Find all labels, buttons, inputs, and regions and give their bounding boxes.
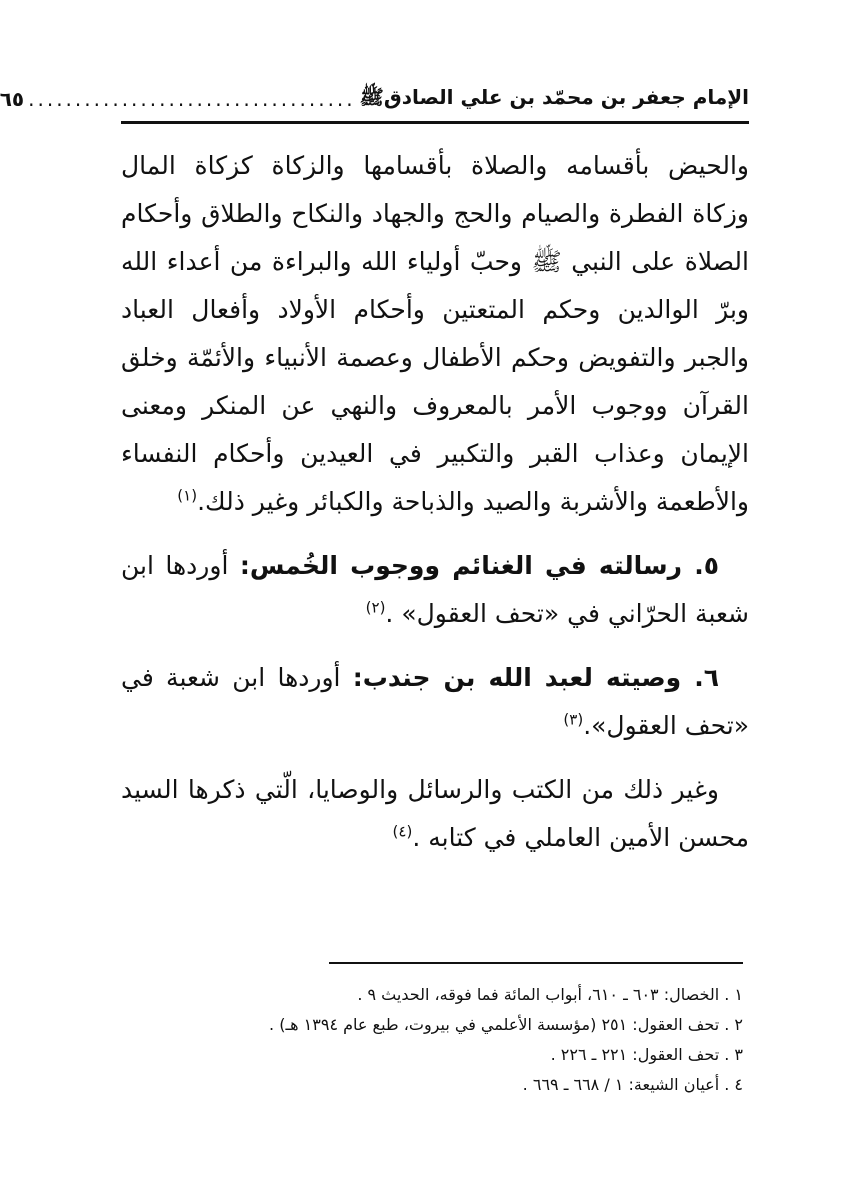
footnote-1: ١ . الخصال: ٦٠٣ ـ ٦١٠، أبواب المائة فما فوقه، الحديث ٩ . [357, 985, 743, 1004]
footnote-ref-1: (١) [177, 486, 198, 505]
footnote-2: ٢ . تحف العقول: ٢٥١ (مؤسسة الأعلمي في بيروت، طبع عام ١٣٩٤ هـ) . [269, 1015, 743, 1034]
paragraph-topics-text: والحيض بأقسامه والصلاة بأقسامها والزكاة كزكاة المال وزكاة الفطرة والصيام والحج والجهاد والنكاح والطلاق وأحكام الصلاة على النبي ﷺ وحبّ أولياء الله والبراءة من أعداء الله وبرّ الوالدين وحكم المتعتين وأحكام الأولاد وأفعال العباد والجبر والتفويض وحكم الأطفال وعصمة الأنبياء والأئمّة وخلق القرآن ووجوب الأمر بالمعروف والنهي عن المنكر ومعنى الإيمان وعذاب القبر والتكبير في العيدين وأحكام النفساء والأطعمة والأشربة والصيد والذباحة والكبائر وغير ذلك. [121, 151, 749, 516]
footnote-rule [329, 962, 743, 964]
item-6-text: أوردها ابن شعبة في «تحف العقول». [121, 663, 749, 740]
header-title-text: الإمام جعفر بن محمّد بن علي الصادق [383, 84, 749, 109]
header-rule [121, 121, 749, 124]
page-number: ٦٥ [0, 87, 25, 111]
header-title [360, 85, 749, 114]
paragraph-item-5 [121, 542, 749, 638]
footnote-ref-4: (٤) [392, 822, 413, 841]
header-leader-dots: ................................... [28, 87, 356, 111]
paragraph-topics [121, 142, 749, 526]
main-text [121, 142, 749, 862]
footnotes [121, 980, 743, 1100]
item-5-text: أوردها ابن شعبة الحرّاني في «تحف العقول» . [121, 551, 749, 628]
running-header [0, 82, 749, 116]
footnote-4: ٤ . أعيان الشيعة: ١ / ٦٦٨ ـ ٦٦٩ . [522, 1075, 743, 1094]
footnote-3: ٣ . تحف العقول: ٢٢١ ـ ٢٢٦ . [550, 1045, 743, 1064]
item-5-heading: ٥. رسالته في الغنائم ووجوب الخُمس: [239, 551, 719, 580]
item-6-heading: ٦. وصيته لعبد الله بن جندب: [352, 663, 719, 692]
footnote-ref-3: (٣) [563, 710, 584, 729]
paragraph-item-6 [121, 654, 749, 750]
paragraph-closing-text: وغير ذلك من الكتب والرسائل والوصايا، الّتي ذكرها السيد محسن الأمين العاملي في كتابه . [121, 775, 749, 852]
paragraph-closing [121, 766, 749, 862]
footnote-ref-2: (٢) [365, 598, 386, 617]
header-honorific: ﷺ [359, 84, 384, 109]
